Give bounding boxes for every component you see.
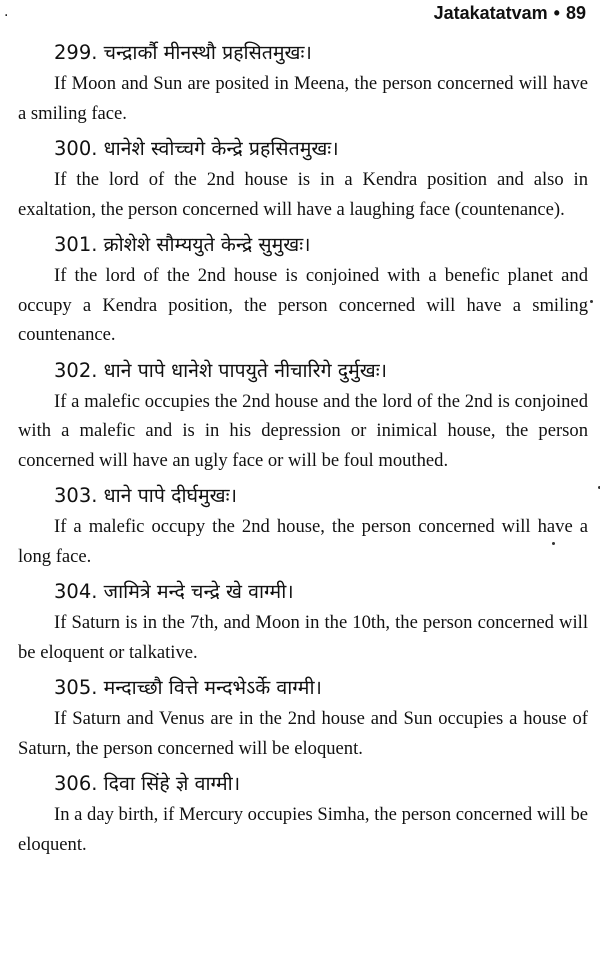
verse-number: 301. bbox=[54, 233, 98, 256]
page-number: 89 bbox=[565, 3, 586, 23]
sanskrit-text: जामित्रे मन्दे चन्द्रे खे वाग्मी। bbox=[103, 580, 294, 603]
verse-heading bbox=[18, 673, 588, 703]
verse-heading bbox=[18, 769, 588, 799]
verse-number: 302. bbox=[54, 358, 98, 382]
sanskrit-text: धाने पापे धानेशे पापयुते नीचारिगे दुर्मुखः। bbox=[103, 358, 388, 382]
verse-translation: If a malefic occupy the 2nd house, the person concerned will have a long face. bbox=[18, 516, 588, 567]
verse-list bbox=[18, 38, 588, 859]
verse-304 bbox=[18, 577, 588, 667]
running-header bbox=[434, 3, 586, 24]
verse-number: 305. bbox=[54, 676, 98, 699]
sanskrit-text: क्रोशेशे सौम्ययुते केन्द्रे सुमुखः। bbox=[103, 233, 311, 256]
verse-translation: If the lord of the 2nd house is conjoined with a benefic planet and occupy a Kendra position, the person concerned will have a smiling countenance. bbox=[18, 265, 588, 345]
sanskrit-text: दिवा सिंहे ज्ञे वाग्मी। bbox=[103, 772, 241, 795]
verse-number: 304. bbox=[54, 580, 98, 603]
verse-translation: If Moon and Sun are posited in Meena, the person concerned will have a smiling face. bbox=[18, 73, 588, 124]
verse-heading bbox=[18, 230, 588, 260]
verse-number: 299. bbox=[54, 41, 98, 64]
verse-translation: If a malefic occupies the 2nd house and the lord of the 2nd is conjoined with a malefic and is in his depression or inimical house, the person concerned will have an ugly face or will be foul mouthed. bbox=[18, 390, 588, 471]
verse-number: 300. bbox=[54, 137, 98, 160]
print-speck bbox=[552, 542, 555, 545]
verse-heading bbox=[18, 481, 588, 511]
verse-302 bbox=[18, 356, 588, 476]
verse-heading bbox=[18, 38, 588, 68]
verse-299 bbox=[18, 38, 588, 128]
header-separator: • bbox=[553, 3, 560, 23]
verse-number: 303. bbox=[54, 484, 98, 507]
verse-303 bbox=[18, 481, 588, 571]
page-speck-mark: · bbox=[4, 8, 9, 24]
verse-translation: If the lord of the 2nd house is in a Kendra position and also in exaltation, the person concerned will have a laughing face (countenance). bbox=[18, 169, 588, 220]
sanskrit-text: मन्दाच्छौ वित्ते मन्दभेऽर्के वाग्मी। bbox=[103, 676, 322, 699]
verse-300 bbox=[18, 134, 588, 224]
sanskrit-text: धानेशे स्वोच्चगे केन्द्रे प्रहसितमुखः। bbox=[103, 137, 339, 160]
verse-heading bbox=[18, 134, 588, 164]
book-title: Jatakatatvam bbox=[433, 3, 548, 23]
verse-306 bbox=[18, 769, 588, 859]
verse-translation: In a day birth, if Mercury occupies Simha, the person concerned will be eloquent. bbox=[18, 804, 588, 855]
print-speck bbox=[590, 300, 593, 303]
verse-305 bbox=[18, 673, 588, 763]
verse-heading bbox=[18, 356, 588, 386]
verse-301 bbox=[18, 230, 588, 350]
sanskrit-text: धाने पापे दीर्घमुखः। bbox=[103, 484, 237, 507]
verse-translation: If Saturn is in the 7th, and Moon in the 10th, the person concerned will be eloquent or talkative. bbox=[18, 612, 588, 663]
verse-number: 306. bbox=[54, 772, 98, 795]
sanskrit-text: चन्द्रार्कौ मीनस्थौ प्रहसितमुखः। bbox=[103, 41, 312, 64]
verse-heading bbox=[18, 577, 588, 607]
verse-translation: If Saturn and Venus are in the 2nd house and Sun occupies a house of Saturn, the person concerned will be eloquent. bbox=[18, 708, 588, 759]
